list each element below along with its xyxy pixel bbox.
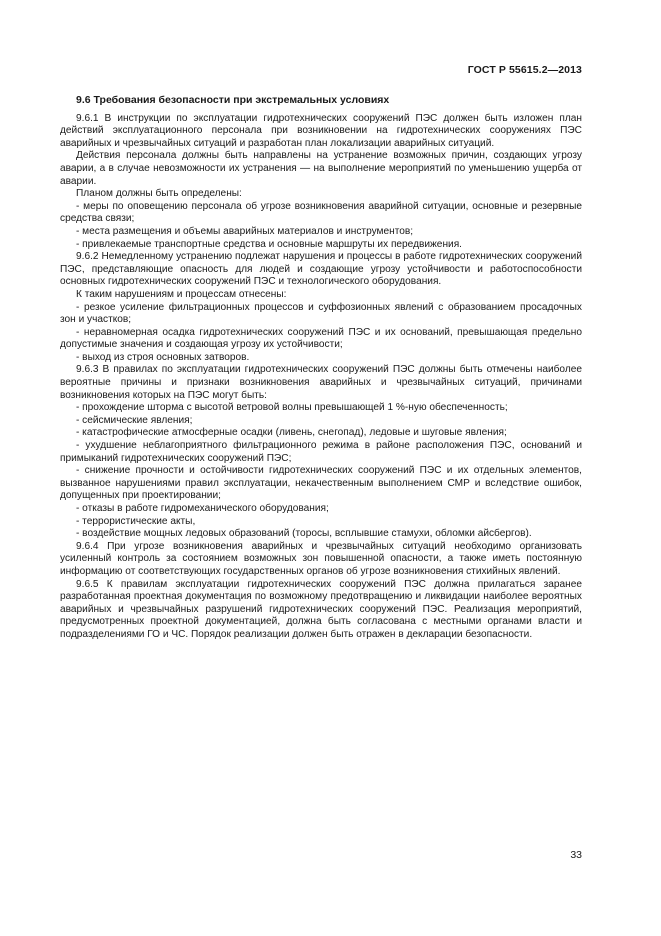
list-item: - неравномерная осадка гидротехнических сооружений ПЭС и их оснований, превышающая предельно допустимые значения и создающая угрозу их устойчивости;: [60, 326, 582, 351]
paragraph-9-6-4: 9.6.4 При угрозе возникновения аварийных и чрезвычайных ситуаций необходимо организовать усиленный контроль за состоянием возможных зон повышенной опасности, а также иметь постоянную информацию от соответствующих государственных органов об угрозе возникновения стихийных явлений.: [60, 540, 582, 577]
list-item: - воздействие мощных ледовых образований (торосы, всплывшие стамухи, обломки айсбергов).: [76, 528, 532, 540]
list-item: - сейсмические явления;: [76, 414, 193, 426]
paragraph-9-6-1: 9.6.1 В инструкции по эксплуатации гидротехнических сооружений ПЭС должен быть изложен план действий эксплуатационного персонала при возникновении на гидротехнических сооружениях ПЭС аварийных и чрезвычайных ситуаций и разработан план локализации аварийных ситуаций.: [60, 112, 582, 149]
list-item: - снижение прочности и остойчивости гидротехнических сооружений ПЭС и их отдельных элементов, вызванное нарушениями правил эксплуатации, некачественным выполнением СМР и вследствие ошибок, допущенных при проектировании;: [60, 465, 582, 502]
list-item: - меры по оповещению персонала об угрозе возникновения аварийной ситуации, основные и резервные средства связи;: [60, 200, 582, 225]
list-item: - прохождение шторма с высотой ветровой волны превышающей 1 %-ную обеспеченность;: [76, 402, 508, 414]
document-code: ГОСТ Р 55615.2—2013: [467, 64, 582, 76]
list-item: - катастрофические атмосферные осадки (ливень, снегопад), ледовые и шуговые явления;: [76, 427, 507, 439]
document-body: [60, 94, 582, 642]
paragraph-9-6-2: 9.6.2 Немедленному устранению подлежат нарушения и процессы в работе гидротехнических сооружений ПЭС, представляющие опасность для людей и создающие угрозу устойчивости и работоспособности основных гидротехнических сооружений ПЭС и технологического оборудования.: [60, 251, 582, 288]
list-item: - резкое усиление фильтрационных процессов и суффозионных явлений с образованием просадочных зон и участков;: [60, 301, 582, 326]
list-item: - места размещения и объемы аварийных материалов и инструментов;: [76, 225, 414, 237]
paragraph-9-6-3: 9.6.3 В правилах по эксплуатации гидротехнических сооружений ПЭС должны быть отмечены наиболее вероятные причины и признаки возникновения аварийных и чрезвычайных ситуаций, причинами возникновения которых на ПЭС могут быть:: [60, 364, 582, 401]
page-number: 33: [570, 849, 582, 861]
paragraph-plan-intro: Планом должны быть определены:: [76, 188, 242, 200]
list-item: - отказы в работе гидромеханического оборудования;: [76, 503, 329, 514]
paragraph-violations-intro: К таким нарушениям и процессам отнесены:: [76, 288, 287, 300]
list-item: - террористические акты,: [76, 515, 196, 527]
section-title: 9.6 Требования безопасности при экстремальных условиях: [76, 94, 390, 106]
list-item: - ухудшение неблагоприятного фильтрационного режима в районе расположения ПЭС, оснований и примыканий гидротехнических сооружений ПЭС;: [60, 440, 582, 464]
paragraph-9-6-5: 9.6.5 К правилам эксплуатации гидротехнических сооружений ПЭС должна прилагаться заранее разработанная проектная документация по возможному предотвращению и ликвидации наиболее вероятных аварийных и чрезвычайных разрушений гидротехнических сооружений ПЭС. Реализация мероприятий, предусмотренных проектной документацией, должна быть согласована с местными органами власти и подразделениями ГО и ЧС. Порядок реализации должен быть отражен в декларации безопасности.: [60, 578, 582, 640]
list-item: - выход из строя основных затворов.: [76, 351, 250, 363]
list-item: - привлекаемые транспортные средства и основные маршруты их передвижения.: [76, 238, 462, 250]
paragraph-actions: Действия персонала должны быть направлены на устранение возможных причин, создающих угрозу аварии, а в случае невозможности их устранения — на выполнение мероприятий по уменьшению ущерба от аварии.: [60, 150, 582, 187]
